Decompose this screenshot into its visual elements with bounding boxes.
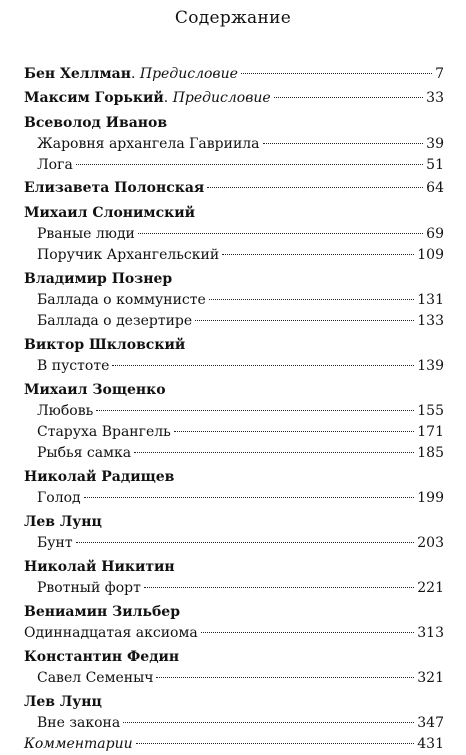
entry-subtitle: Предисловие — [139, 66, 238, 82]
toc-entry[interactable] — [24, 713, 444, 734]
entry-title: Любовь — [37, 403, 94, 419]
author-heading: Всеволод Иванов — [24, 115, 168, 131]
toc-section — [24, 62, 444, 86]
toc-entry[interactable] — [24, 668, 444, 689]
page-number: 321 — [417, 670, 444, 686]
toc-entry[interactable] — [24, 356, 444, 377]
toc-section — [24, 466, 444, 509]
toc-section — [24, 202, 444, 266]
page-number: 139 — [417, 358, 444, 374]
dot-leader — [134, 452, 414, 453]
dot-leader — [112, 365, 414, 366]
author-name: Бен Хеллман — [24, 66, 131, 82]
dot-leader — [138, 233, 423, 234]
entry-title: Рыбья самка — [37, 445, 132, 461]
toc-entry[interactable] — [24, 623, 444, 644]
dot-leader — [209, 299, 414, 300]
entry-title: Баллада о дезертире — [37, 313, 193, 329]
entry-title: Одиннадцатая аксиома — [24, 625, 198, 641]
toc-entry[interactable] — [24, 155, 444, 176]
separator: . — [130, 66, 140, 82]
toc-entry[interactable] — [24, 488, 444, 509]
toc-entry[interactable] — [24, 290, 444, 311]
dot-leader — [76, 164, 423, 165]
author-heading: Николай Никитин — [24, 559, 175, 575]
toc-entry[interactable] — [24, 533, 444, 554]
entry-title: Комментарии — [24, 736, 133, 752]
toc-entry[interactable] — [24, 311, 444, 332]
author-heading: Лев Лунц — [24, 694, 102, 710]
toc-section — [24, 176, 444, 200]
dot-leader — [222, 254, 414, 255]
toc-section — [24, 734, 444, 755]
entry-title: Савел Семеныч — [37, 670, 154, 686]
toc-section — [24, 511, 444, 554]
author-heading: Владимир Познер — [24, 271, 173, 287]
entry-title — [24, 86, 271, 110]
entry-title: Рвотный форт — [37, 580, 141, 596]
page-number: 33 — [426, 90, 444, 106]
entry-title: Баллада о коммунисте — [37, 292, 206, 308]
author-name: Елизавета Полонская — [24, 180, 205, 196]
table-of-contents — [24, 62, 444, 755]
toc-section — [24, 556, 444, 599]
dot-leader — [195, 320, 414, 321]
page-number: 431 — [417, 736, 444, 752]
author-heading: Лев Лунц — [24, 514, 102, 530]
entry-title — [24, 176, 204, 200]
toc-entry[interactable] — [24, 62, 444, 86]
dot-leader — [76, 542, 415, 543]
toc-entry[interactable] — [24, 422, 444, 443]
page-number: 69 — [426, 226, 444, 242]
author-heading: Николай Радищев — [24, 469, 175, 485]
toc-section — [24, 86, 444, 110]
toc-entry[interactable] — [24, 176, 444, 200]
page-number: 185 — [417, 445, 444, 461]
dot-leader — [136, 743, 415, 744]
toc-section — [24, 112, 444, 176]
page-number: 199 — [417, 490, 444, 506]
page-number: 131 — [417, 292, 444, 308]
toc-section — [24, 334, 444, 377]
dot-leader — [174, 431, 415, 432]
dot-leader — [201, 632, 415, 633]
toc-entry[interactable] — [24, 245, 444, 266]
page-number: 51 — [426, 157, 444, 173]
toc-entry[interactable] — [24, 134, 444, 155]
author-heading: Михаил Слонимский — [24, 205, 195, 221]
page-number: 64 — [426, 180, 444, 196]
entry-title: Поручик Архангельский — [37, 247, 220, 263]
separator: . — [163, 90, 173, 106]
toc-section — [24, 691, 444, 734]
entry-title: Рваные люди — [37, 226, 135, 242]
toc-entry[interactable] — [24, 86, 444, 110]
page-number: 203 — [417, 535, 444, 551]
toc-entry[interactable] — [24, 734, 444, 755]
author-heading: Вениамин Зильбер — [24, 604, 180, 620]
toc-section — [24, 646, 444, 689]
toc-section — [24, 601, 444, 644]
author-heading: Михаил Зощенко — [24, 382, 166, 398]
dot-leader — [156, 677, 414, 678]
page-number: 221 — [417, 580, 444, 596]
entry-title: Бунт — [37, 535, 73, 551]
author-name: Максим Горький — [24, 90, 164, 106]
page-title: Содержание — [174, 8, 292, 28]
toc-section — [24, 379, 444, 464]
page-number: 171 — [417, 424, 444, 440]
page-number: 109 — [417, 247, 444, 263]
toc-entry[interactable] — [24, 401, 444, 422]
entry-title — [24, 62, 238, 86]
toc-section — [24, 268, 444, 332]
entry-title: Жаровня архангела Гавриила — [37, 136, 260, 152]
entry-title: Старуха Врангель — [37, 424, 171, 440]
dot-leader — [84, 497, 415, 498]
entry-title: Голод — [37, 490, 81, 506]
author-heading: Виктор Шкловский — [24, 337, 186, 353]
entry-subtitle: Предисловие — [172, 90, 271, 106]
dot-leader — [241, 73, 432, 74]
page-number: 155 — [417, 403, 444, 419]
toc-entry[interactable] — [24, 224, 444, 245]
dot-leader — [123, 722, 414, 723]
page-number: 347 — [417, 715, 444, 731]
entry-title: Лога — [37, 157, 73, 173]
page-number: 7 — [435, 66, 444, 82]
toc-entry[interactable] — [24, 443, 444, 464]
author-heading: Константин Федин — [24, 649, 180, 665]
page-number: 313 — [417, 625, 444, 641]
dot-leader — [96, 410, 414, 411]
toc-entry[interactable] — [24, 578, 444, 599]
dot-leader — [263, 143, 424, 144]
entry-title: В пустоте — [37, 358, 110, 374]
page-number: 133 — [417, 313, 444, 329]
entry-title: Вне закона — [37, 715, 121, 731]
page-number: 39 — [426, 136, 444, 152]
dot-leader — [274, 97, 423, 98]
dot-leader — [144, 587, 414, 588]
dot-leader — [207, 187, 423, 188]
